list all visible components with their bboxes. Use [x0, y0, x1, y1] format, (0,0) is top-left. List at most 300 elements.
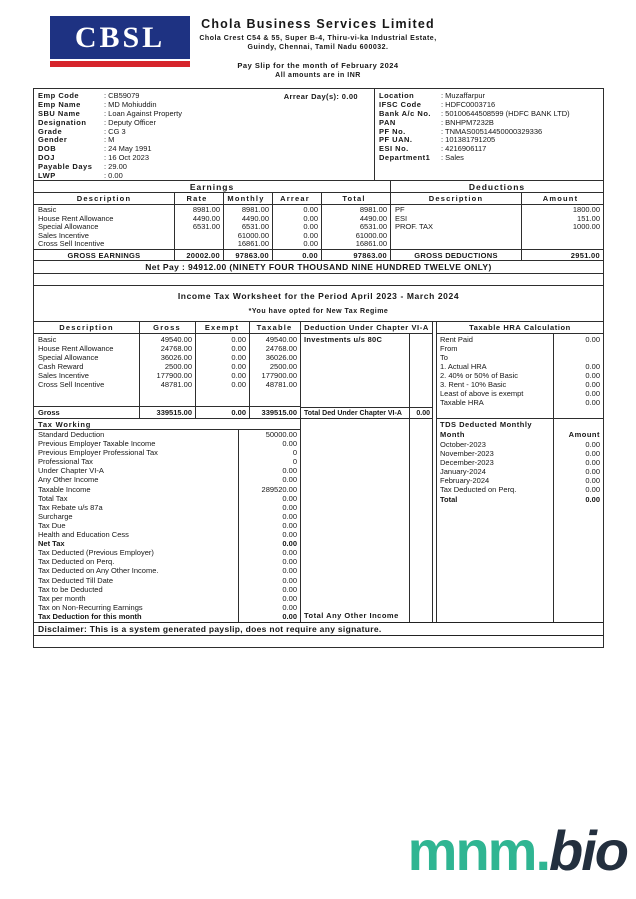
tax-working-value: 0.00 — [282, 575, 297, 585]
tax-working-value: 0.00 — [282, 593, 297, 603]
deduction-amount: 1000.00 — [572, 222, 600, 232]
income-gross: 36026.00 — [160, 353, 192, 363]
worksheet-left-column — [34, 322, 301, 622]
tax-working-row — [34, 530, 300, 539]
income-taxable: 36026.00 — [265, 353, 297, 363]
tax-working-value: 0 — [292, 448, 297, 458]
tax-working-row — [34, 457, 300, 466]
tds-row — [437, 458, 603, 467]
tax-working-row — [34, 603, 300, 612]
tax-working-label: Tax Deducted Till Date — [38, 575, 114, 585]
earning-desc: Special Allowance — [38, 222, 99, 232]
employee-field-row — [379, 154, 603, 163]
hra-value: 0.00 — [585, 362, 600, 371]
tds-rows — [437, 440, 603, 504]
col-taxable: Taxable — [256, 323, 293, 332]
tax-working-label: Taxable Income — [38, 484, 91, 494]
hra-label: 1. Actual HRA — [440, 362, 487, 371]
field-value: : 29.00 — [104, 162, 127, 172]
disclaimer: Disclaimer: This is a system generated payslip, does not require any signature. — [34, 622, 603, 636]
hra-row — [437, 380, 603, 389]
tax-working-row — [34, 466, 300, 475]
col-amount: Amount — [568, 430, 600, 439]
field-value: : 24 May 1991 — [104, 144, 152, 154]
company-address-line2: Guindy, Chennai, Tamil Nadu 600032. — [247, 44, 389, 51]
hra-value: 0.00 — [585, 389, 600, 398]
tax-working-label: Tax Due — [38, 520, 66, 530]
tax-working-label: Tax on Non-Recurring Earnings — [38, 602, 143, 612]
hra-value: 0.00 — [585, 371, 600, 380]
income-row — [34, 353, 300, 362]
spacer-row — [437, 407, 603, 419]
employee-field-row — [38, 119, 374, 128]
field-value: : Sales — [441, 153, 464, 163]
income-gross: 49540.00 — [160, 335, 192, 344]
gross-earnings-row: GROSS EARNINGS 20002.00 97863.00 0.00 97863.00 — [34, 249, 390, 260]
income-desc: House Rent Allowance — [38, 344, 114, 354]
tax-working-row — [34, 475, 300, 484]
chapter-via-total-label: Total Ded Under Chapter VI-A — [304, 410, 402, 417]
field-label: DOB — [38, 144, 57, 154]
deduction-amount: 1800.00 — [572, 205, 600, 214]
tax-working-row — [34, 566, 300, 575]
chapter-via-title: Deduction Under Chapter VI-A — [301, 322, 432, 334]
net-pay-row: Net Pay : 94912.00 (NINETY FOUR THOUSAND NINE HUNDRED TWELVE ONLY) — [34, 261, 603, 274]
tax-working-value: 0.00 — [282, 475, 297, 485]
earning-desc: Sales Incentive — [38, 230, 89, 240]
total-any-other-income: Total Any Other Income — [304, 611, 399, 620]
deduction-desc: ESI — [395, 213, 408, 223]
employee-left-fields — [38, 92, 374, 181]
spacer-row — [34, 274, 603, 286]
hra-row — [437, 389, 603, 398]
employee-field-row — [38, 128, 374, 137]
tds-row — [437, 476, 603, 485]
tax-working-value: 0.00 — [282, 584, 297, 594]
tax-working-label: Tax Deducted on Perq. — [38, 557, 115, 567]
company-name: Chola Business Services Limited — [201, 17, 435, 31]
field-value: : 50100644508599 (HDFC BANK LTD) — [441, 108, 570, 118]
field-value: : 0.00 — [104, 171, 123, 181]
divider — [174, 193, 175, 260]
income-exempt: 0.00 — [231, 362, 246, 372]
tax-working-rows — [34, 430, 300, 621]
tax-working-label: Professional Tax — [38, 457, 93, 467]
hra-row — [437, 344, 603, 353]
field-label: Department1 — [379, 153, 431, 163]
tax-working-row — [34, 521, 300, 530]
earning-rate — [174, 232, 223, 241]
field-value: : M — [104, 135, 115, 145]
worksheet-subtitle: *You have opted for New Tax Regime — [34, 302, 603, 322]
income-taxable: 177900.00 — [261, 371, 297, 381]
income-exempt: 0.00 — [231, 353, 246, 363]
field-value: : 4216906117 — [441, 144, 487, 154]
employee-field-row — [38, 163, 374, 172]
earning-arrear: 0.00 — [303, 213, 318, 223]
chapter-via-item: Investments u/s 80C — [304, 335, 383, 344]
tax-working-value: 50000.00 — [265, 430, 297, 439]
tax-working-row — [34, 585, 300, 594]
hra-row — [437, 362, 603, 371]
tax-working-row — [34, 539, 300, 548]
earning-monthly: 16861.00 — [237, 239, 269, 249]
deduction-desc: PROF. TAX — [395, 222, 434, 232]
employee-field-row — [379, 136, 603, 145]
earning-rate: 8981.00 — [192, 205, 220, 214]
tds-amount: 0.00 — [585, 485, 600, 495]
earnings-table — [34, 181, 391, 260]
income-exempt: 0.00 — [231, 344, 246, 354]
tax-working-value: 0.00 — [282, 548, 297, 558]
hra-row — [437, 371, 603, 380]
income-gross: 2500.00 — [164, 362, 192, 372]
field-value: : 101381791205 — [441, 135, 496, 145]
hra-label: Taxable HRA — [440, 398, 484, 407]
divider — [238, 430, 239, 622]
earning-total: 61000.00 — [355, 230, 387, 240]
tds-title: TDS Deducted Monthly — [440, 420, 533, 429]
income-row — [34, 344, 300, 353]
deductions-rows — [391, 205, 603, 249]
tds-month: November-2023 — [440, 449, 494, 459]
tds-month: Total — [440, 494, 458, 504]
watermark-green-part: mnm. — [407, 819, 550, 882]
income-row — [34, 335, 300, 344]
tax-working-label: Tax Rebate u/s 87a — [38, 502, 103, 512]
divider — [553, 334, 554, 622]
field-label: Designation — [38, 117, 87, 127]
earnings-table-body — [34, 193, 390, 260]
earnings-deductions-section — [34, 181, 603, 261]
tax-working-value: 0.00 — [282, 466, 297, 476]
hra-row — [437, 398, 603, 407]
earning-rate: 6531.00 — [192, 222, 220, 232]
income-gross-row: Gross 339515.00 0.00 339515.00 — [34, 406, 300, 418]
tds-row — [437, 485, 603, 494]
income-taxable: 24768.00 — [265, 344, 297, 354]
tax-working-value: 0 — [292, 457, 297, 467]
col-gross: Gross — [153, 323, 181, 332]
field-label: PF No. — [379, 126, 406, 136]
income-row — [34, 380, 300, 389]
income-taxable: 49540.00 — [265, 335, 297, 344]
field-value: : 16 Oct 2023 — [104, 153, 150, 163]
divider — [272, 193, 273, 260]
tds-amount: 0.00 — [585, 458, 600, 468]
field-value: : CG 3 — [104, 126, 126, 136]
divider — [195, 322, 196, 418]
col-total: Total — [342, 194, 366, 203]
tax-working-label: Tax to be Deducted — [38, 584, 103, 594]
tax-working-value: 0.00 — [282, 611, 297, 621]
tax-working-title: Tax Working — [34, 419, 300, 430]
divider — [521, 193, 522, 260]
income-row — [34, 371, 300, 380]
tds-month: December-2023 — [440, 458, 494, 468]
field-label: SBU Name — [38, 108, 81, 118]
income-gross: 48781.00 — [160, 380, 192, 390]
cbsl-logo-red-bar — [50, 61, 190, 67]
earning-monthly: 61000.00 — [237, 230, 269, 240]
employee-info-section — [34, 89, 603, 181]
tax-working-value: 0.00 — [282, 566, 297, 576]
hra-row — [437, 335, 603, 344]
worksheet-title: Income Tax Worksheet for the Period April 2023 - March 2024 — [177, 291, 460, 301]
col-rate: Rate — [186, 194, 208, 203]
tax-working-label: Any Other Income — [38, 475, 99, 485]
tax-working-label: Tax Deducted (Previous Employer) — [38, 548, 154, 558]
hra-title: Taxable HRA Calculation — [437, 322, 603, 334]
field-label: Payable Days — [38, 162, 93, 172]
tds-amount: 0.00 — [585, 476, 600, 486]
tax-working-value: 0.00 — [282, 511, 297, 521]
field-label: Grade — [38, 126, 63, 136]
field-label: IFSC Code — [379, 99, 422, 109]
deductions-table-body — [391, 193, 603, 260]
earning-desc: Cross Sell Incentive — [38, 239, 105, 249]
field-value: : HDFC0003716 — [441, 99, 496, 109]
income-tax-worksheet — [34, 322, 603, 622]
divider — [409, 334, 410, 622]
earnings-row — [34, 240, 390, 249]
income-table — [34, 322, 300, 419]
tds-month: February-2024 — [440, 476, 490, 486]
tax-working-value: 0.00 — [282, 439, 297, 449]
tds-amount: 0.00 — [585, 449, 600, 459]
payslip-header — [0, 0, 636, 79]
income-gross: 24768.00 — [160, 344, 192, 354]
tax-working-label: Health and Education Cess — [38, 530, 129, 540]
hra-label: 2. 40% or 50% of Basic — [440, 371, 518, 380]
hra-rows — [437, 334, 603, 407]
field-value: : CB59079 — [104, 91, 140, 100]
tds-row — [437, 440, 603, 449]
hra-value: 0.00 — [585, 335, 600, 344]
tax-working-row — [34, 503, 300, 512]
tax-working-label: Standard Deduction — [38, 430, 105, 439]
income-exempt: 0.00 — [231, 380, 246, 390]
hra-value: 0.00 — [585, 380, 600, 389]
income-exempt: 0.00 — [231, 335, 246, 344]
employee-field-row — [38, 101, 374, 110]
tax-working-row — [34, 439, 300, 448]
tds-header-row — [437, 430, 603, 440]
income-rows — [34, 334, 300, 407]
employee-field-row — [38, 136, 374, 145]
tax-working-row — [34, 594, 300, 603]
tax-working-label: Previous Employer Taxable Income — [38, 439, 156, 449]
field-value: : TNMAS00514450000329336 — [441, 126, 543, 136]
company-address-line1: Chola Crest C54 & 55, Super B-4, Thiru-vi-ka Industrial Estate, — [199, 35, 437, 42]
earnings-header-row — [34, 193, 390, 205]
deduction-row — [391, 206, 603, 215]
employee-field-row — [38, 110, 374, 119]
earning-monthly: 6531.00 — [241, 222, 269, 232]
deduction-desc: PF — [395, 205, 405, 214]
tax-working-value: 0.00 — [282, 557, 297, 567]
tax-working-label: Under Chapter VI-A — [38, 466, 104, 476]
deductions-table — [391, 181, 603, 260]
tax-working-row — [34, 612, 300, 621]
earning-total: 8981.00 — [359, 205, 387, 214]
tds-row — [437, 495, 603, 504]
tax-working-label: Surcharge — [38, 511, 73, 521]
employee-info-right — [375, 89, 603, 180]
income-desc: Basic — [38, 335, 57, 344]
income-taxable: 48781.00 — [265, 380, 297, 390]
field-value: : Loan Against Property — [104, 108, 182, 118]
tax-working-label: Net Tax — [38, 539, 65, 549]
earning-total: 16861.00 — [355, 239, 387, 249]
field-label: Bank A/c No. — [379, 108, 431, 118]
tax-working-value: 0.00 — [282, 520, 297, 530]
earnings-rows — [34, 205, 390, 249]
hra-value — [553, 344, 603, 353]
chapter-via-column — [301, 322, 433, 622]
tax-working-value: 0.00 — [282, 602, 297, 612]
tds-amount: 0.00 — [585, 467, 600, 477]
field-label: PF UAN. — [379, 135, 413, 145]
col-arrear: Arrear — [280, 194, 310, 203]
tax-working-label: Tax Deducted on Any Other Income. — [38, 566, 159, 576]
tds-row — [437, 467, 603, 476]
cbsl-logo — [50, 16, 190, 67]
earning-total: 4490.00 — [359, 213, 387, 223]
tds-month: Tax Deducted on Perq. — [440, 485, 517, 495]
earning-desc: Basic — [38, 205, 57, 214]
field-label: LWP — [38, 171, 56, 181]
income-exempt: 0.00 — [231, 371, 246, 381]
payslip-month-title: Pay Slip for the month of February 2024 — [237, 61, 399, 70]
tax-working-row — [34, 485, 300, 494]
field-label: DOJ — [38, 153, 55, 163]
employee-field-row — [38, 172, 374, 181]
tax-working-row — [34, 512, 300, 521]
tax-working-row — [34, 576, 300, 585]
earning-arrear: 0.00 — [303, 239, 318, 249]
arrear-days: Arrear Day(s): 0.00 — [283, 92, 358, 101]
empty-footer-row — [34, 636, 603, 647]
field-value: : BNHPM7232B — [441, 117, 494, 127]
hra-label: Rent Paid — [440, 335, 473, 344]
tax-working-label: Tax per month — [38, 593, 86, 603]
field-label: ESI No. — [379, 144, 409, 154]
divider — [249, 322, 250, 418]
gross-earnings-label: GROSS EARNINGS — [67, 251, 141, 260]
income-header-row — [34, 322, 300, 334]
tax-working-value: 0.00 — [282, 502, 297, 512]
chapter-via-items — [301, 334, 432, 407]
currency-note: All amounts are in INR — [275, 72, 361, 79]
col-exempt: Exempt — [204, 323, 240, 332]
gross-deductions-row: GROSS DEDUCTIONS 2951.00 — [391, 249, 603, 260]
deduction-row — [391, 223, 603, 232]
field-label: Emp Name — [38, 99, 81, 109]
tax-working-row — [34, 557, 300, 566]
col-month: Month — [440, 430, 465, 439]
hra-label: Least of above is exempt — [440, 389, 524, 398]
field-value: : Deputy Officer — [104, 117, 156, 127]
income-gross: 177900.00 — [156, 371, 192, 381]
employee-right-fields — [379, 92, 603, 163]
tds-amount: 0.00 — [585, 494, 600, 504]
earning-monthly: 4490.00 — [241, 213, 269, 223]
earning-arrear: 0.00 — [303, 230, 318, 240]
tax-working-row — [34, 494, 300, 503]
tax-working-table — [34, 419, 300, 622]
tds-row — [437, 449, 603, 458]
income-desc: Special Allowance — [38, 353, 99, 363]
deductions-header-row — [391, 193, 603, 205]
tax-working-value: 0.00 — [282, 539, 297, 549]
tax-working-value: 0.00 — [282, 530, 297, 540]
income-desc: Sales Incentive — [38, 371, 89, 381]
hra-value: 0.00 — [585, 398, 600, 407]
col-amount: Amount — [542, 194, 579, 203]
tax-working-value: 0.00 — [282, 493, 297, 503]
gross-deductions-label: GROSS DEDUCTIONS — [414, 251, 498, 260]
field-value: : MD Mohiuddin — [104, 99, 157, 109]
watermark-dark-part: bio — [549, 819, 627, 882]
chapter-via-total-value: 0.00 — [416, 410, 430, 417]
tax-working-row — [34, 430, 300, 439]
earning-rate — [174, 240, 223, 249]
mnm-bio-watermark — [408, 818, 627, 883]
hra-value — [553, 353, 603, 362]
hra-tds-column — [436, 322, 603, 622]
hra-row — [437, 353, 603, 362]
earning-desc: House Rent Allowance — [38, 213, 114, 223]
col-description: Description — [59, 323, 114, 332]
hra-label: To — [440, 353, 448, 362]
payslip-body — [33, 88, 604, 648]
field-label: PAN — [379, 117, 396, 127]
field-label: Emp Code — [38, 91, 80, 100]
tax-working-label: Tax Deduction for this month — [38, 611, 142, 621]
tds-month: January-2024 — [440, 467, 486, 477]
tax-working-row — [34, 448, 300, 457]
field-label: Gender — [38, 135, 68, 145]
col-monthly: Monthly — [227, 194, 265, 203]
tds-amount: 0.00 — [585, 440, 600, 449]
income-taxable: 2500.00 — [269, 362, 297, 372]
income-row — [34, 362, 300, 371]
col-description: Description — [76, 194, 132, 203]
earning-total: 6531.00 — [359, 222, 387, 232]
income-desc: Cross Sell Incentive — [38, 380, 105, 390]
divider — [139, 322, 140, 418]
cbsl-logo-text: CBSL — [50, 16, 190, 59]
employee-info-left — [34, 89, 375, 180]
earning-rate: 4490.00 — [192, 213, 220, 223]
chapter-via-total-row — [301, 407, 432, 419]
tds-month: October-2023 — [440, 440, 486, 449]
field-value: : Muzaffarpur — [441, 91, 486, 100]
earnings-title: Earnings — [34, 181, 390, 193]
employee-field-row — [38, 145, 374, 154]
earning-arrear: 0.00 — [303, 222, 318, 232]
divider — [223, 193, 224, 260]
divider — [321, 193, 322, 260]
tax-working-label: Total Tax — [38, 493, 68, 503]
tax-working-row — [34, 548, 300, 557]
hra-label: 3. Rent - 10% Basic — [440, 380, 507, 389]
earning-arrear: 0.00 — [303, 205, 318, 214]
income-desc: Cash Reward — [38, 362, 84, 372]
deductions-title: Deductions — [391, 181, 603, 193]
earning-monthly: 8981.00 — [241, 205, 269, 214]
